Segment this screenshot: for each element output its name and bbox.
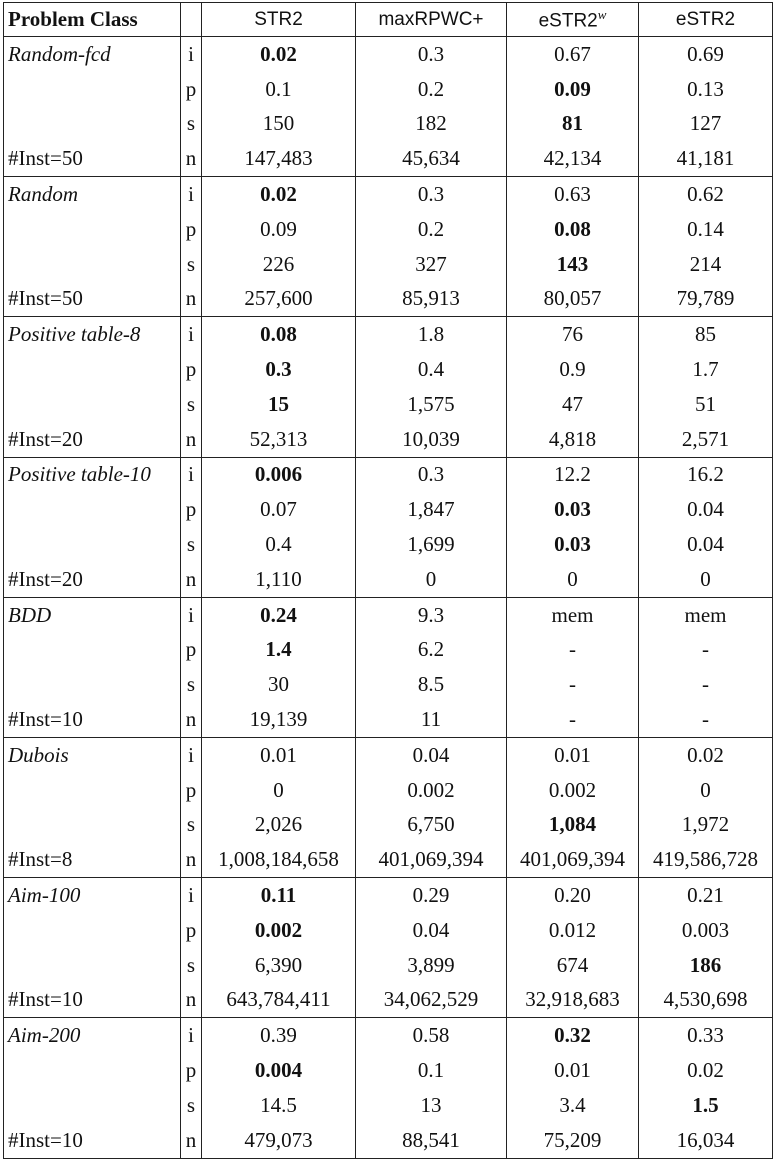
value-cell: 80,057 bbox=[507, 282, 639, 317]
value-cell: 0.4 bbox=[356, 352, 507, 387]
problem-class-name: Aim-200 bbox=[4, 1018, 181, 1053]
empty-cell bbox=[4, 633, 181, 668]
instance-count: #Inst=50 bbox=[4, 141, 181, 176]
value-cell: 0.14 bbox=[639, 212, 773, 247]
instance-count: #Inst=50 bbox=[4, 282, 181, 317]
value-cell: 0.67 bbox=[507, 37, 639, 72]
table-row bbox=[4, 422, 773, 457]
value-cell: 0.39 bbox=[202, 1018, 356, 1053]
value-cell: 0.04 bbox=[639, 492, 773, 527]
value-cell: 0.004 bbox=[202, 1053, 356, 1088]
metric-label: p bbox=[181, 492, 202, 527]
value-cell: 0.24 bbox=[202, 597, 356, 632]
value-cell: 4,818 bbox=[507, 422, 639, 457]
value-cell: 0.11 bbox=[202, 878, 356, 913]
value-cell: 0.03 bbox=[507, 492, 639, 527]
value-cell: 11 bbox=[356, 702, 507, 737]
value-cell: 150 bbox=[202, 107, 356, 142]
value-cell: 1,972 bbox=[639, 808, 773, 843]
metric-label: s bbox=[181, 808, 202, 843]
metric-label: s bbox=[181, 527, 202, 562]
value-cell: 0.29 bbox=[356, 878, 507, 913]
problem-class-name: BDD bbox=[4, 597, 181, 632]
value-cell: 0.1 bbox=[202, 72, 356, 107]
empty-cell bbox=[4, 913, 181, 948]
header-problem-class: Problem Class bbox=[4, 3, 181, 37]
table-row bbox=[4, 37, 773, 72]
metric-label: p bbox=[181, 913, 202, 948]
value-cell: 2,026 bbox=[202, 808, 356, 843]
value-cell: 0.04 bbox=[356, 737, 507, 772]
value-cell: 85,913 bbox=[356, 282, 507, 317]
value-cell: 1,084 bbox=[507, 808, 639, 843]
value-cell: 0.1 bbox=[356, 1053, 507, 1088]
value-cell: 75,209 bbox=[507, 1123, 639, 1158]
table-row bbox=[4, 387, 773, 422]
value-cell: 0.01 bbox=[507, 737, 639, 772]
value-cell: 0 bbox=[507, 562, 639, 597]
table-row bbox=[4, 527, 773, 562]
problem-class-name: Random bbox=[4, 177, 181, 212]
value-cell: 41,181 bbox=[639, 141, 773, 176]
value-cell: 0.3 bbox=[356, 37, 507, 72]
header-maxrpwc: maxRPWC+ bbox=[356, 3, 507, 37]
instance-count: #Inst=20 bbox=[4, 562, 181, 597]
table-row bbox=[4, 352, 773, 387]
metric-label: s bbox=[181, 667, 202, 702]
value-cell: 0.2 bbox=[356, 212, 507, 247]
table-body bbox=[4, 37, 773, 1159]
table-row bbox=[4, 457, 773, 492]
value-cell: 32,918,683 bbox=[507, 983, 639, 1018]
value-cell: - bbox=[639, 702, 773, 737]
metric-label: i bbox=[181, 737, 202, 772]
value-cell: 4,530,698 bbox=[639, 983, 773, 1018]
empty-cell bbox=[4, 212, 181, 247]
metric-label: p bbox=[181, 633, 202, 668]
value-cell: 1,699 bbox=[356, 527, 507, 562]
value-cell: 0 bbox=[639, 773, 773, 808]
table-row bbox=[4, 72, 773, 107]
value-cell: 257,600 bbox=[202, 282, 356, 317]
table-row bbox=[4, 317, 773, 352]
value-cell: 8.5 bbox=[356, 667, 507, 702]
value-cell: 0.3 bbox=[356, 457, 507, 492]
table-row bbox=[4, 878, 773, 913]
value-cell: 6,390 bbox=[202, 948, 356, 983]
value-cell: 0.01 bbox=[202, 737, 356, 772]
problem-class-name: Aim-100 bbox=[4, 878, 181, 913]
header-estr2w bbox=[507, 3, 639, 37]
value-cell: 0.20 bbox=[507, 878, 639, 913]
value-cell: 186 bbox=[639, 948, 773, 983]
value-cell: mem bbox=[507, 597, 639, 632]
value-cell: 0.02 bbox=[202, 37, 356, 72]
table-row bbox=[4, 737, 773, 772]
empty-cell bbox=[4, 352, 181, 387]
metric-label: s bbox=[181, 247, 202, 282]
value-cell: 0.04 bbox=[639, 527, 773, 562]
metric-label: n bbox=[181, 422, 202, 457]
header-estr2w-label: eSTR2 bbox=[538, 10, 598, 32]
table-row bbox=[4, 1088, 773, 1123]
header-row bbox=[4, 3, 773, 37]
empty-cell bbox=[4, 527, 181, 562]
value-cell: 0.69 bbox=[639, 37, 773, 72]
value-cell: 9.3 bbox=[356, 597, 507, 632]
value-cell: 419,586,728 bbox=[639, 842, 773, 877]
table-row bbox=[4, 1018, 773, 1053]
metric-label: i bbox=[181, 597, 202, 632]
problem-class-name: Positive table-8 bbox=[4, 317, 181, 352]
metric-label: s bbox=[181, 948, 202, 983]
value-cell: 47 bbox=[507, 387, 639, 422]
table-row bbox=[4, 773, 773, 808]
value-cell: 0.02 bbox=[639, 1053, 773, 1088]
instance-count: #Inst=8 bbox=[4, 842, 181, 877]
empty-cell bbox=[4, 667, 181, 702]
value-cell: 76 bbox=[507, 317, 639, 352]
value-cell: 0.04 bbox=[356, 913, 507, 948]
value-cell: 85 bbox=[639, 317, 773, 352]
value-cell: 1.4 bbox=[202, 633, 356, 668]
value-cell: 143 bbox=[507, 247, 639, 282]
value-cell: 13 bbox=[356, 1088, 507, 1123]
table-row bbox=[4, 1123, 773, 1158]
value-cell: 45,634 bbox=[356, 141, 507, 176]
value-cell: 0 bbox=[639, 562, 773, 597]
metric-label: s bbox=[181, 1088, 202, 1123]
instance-count: #Inst=10 bbox=[4, 983, 181, 1018]
value-cell: 1,110 bbox=[202, 562, 356, 597]
value-cell: 52,313 bbox=[202, 422, 356, 457]
table-row bbox=[4, 492, 773, 527]
value-cell: 2,571 bbox=[639, 422, 773, 457]
value-cell: 1,575 bbox=[356, 387, 507, 422]
value-cell: 0.9 bbox=[507, 352, 639, 387]
table-row bbox=[4, 141, 773, 176]
empty-cell bbox=[4, 773, 181, 808]
value-cell: - bbox=[507, 667, 639, 702]
empty-cell bbox=[4, 247, 181, 282]
value-cell: 16.2 bbox=[639, 457, 773, 492]
value-cell: 14.5 bbox=[202, 1088, 356, 1123]
value-cell: 10,039 bbox=[356, 422, 507, 457]
metric-label: p bbox=[181, 212, 202, 247]
instance-count: #Inst=10 bbox=[4, 702, 181, 737]
value-cell: 0.002 bbox=[356, 773, 507, 808]
metric-label: n bbox=[181, 702, 202, 737]
value-cell: 0.62 bbox=[639, 177, 773, 212]
metric-label: p bbox=[181, 72, 202, 107]
value-cell: 6.2 bbox=[356, 633, 507, 668]
metric-label: i bbox=[181, 317, 202, 352]
metric-label: i bbox=[181, 457, 202, 492]
value-cell: 0 bbox=[202, 773, 356, 808]
metric-label: n bbox=[181, 562, 202, 597]
value-cell: 0.63 bbox=[507, 177, 639, 212]
value-cell: 42,134 bbox=[507, 141, 639, 176]
value-cell: 0.2 bbox=[356, 72, 507, 107]
table-row bbox=[4, 948, 773, 983]
metric-label: n bbox=[181, 983, 202, 1018]
value-cell: 401,069,394 bbox=[356, 842, 507, 877]
value-cell: 0.02 bbox=[202, 177, 356, 212]
metric-label: p bbox=[181, 1053, 202, 1088]
results-table bbox=[3, 2, 773, 1159]
table-row bbox=[4, 212, 773, 247]
value-cell: 19,139 bbox=[202, 702, 356, 737]
problem-class-name: Positive table-10 bbox=[4, 457, 181, 492]
instance-count: #Inst=10 bbox=[4, 1123, 181, 1158]
table-row bbox=[4, 282, 773, 317]
value-cell: 34,062,529 bbox=[356, 983, 507, 1018]
metric-label: n bbox=[181, 282, 202, 317]
value-cell: mem bbox=[639, 597, 773, 632]
value-cell: - bbox=[639, 633, 773, 668]
value-cell: 0.58 bbox=[356, 1018, 507, 1053]
value-cell: 0.09 bbox=[202, 212, 356, 247]
value-cell: 0.09 bbox=[507, 72, 639, 107]
value-cell: 0.01 bbox=[507, 1053, 639, 1088]
metric-label: n bbox=[181, 141, 202, 176]
metric-label: n bbox=[181, 1123, 202, 1158]
value-cell: 15 bbox=[202, 387, 356, 422]
value-cell: 0.32 bbox=[507, 1018, 639, 1053]
table-row bbox=[4, 667, 773, 702]
value-cell: 51 bbox=[639, 387, 773, 422]
metric-label: i bbox=[181, 878, 202, 913]
value-cell: 401,069,394 bbox=[507, 842, 639, 877]
table-row bbox=[4, 247, 773, 282]
value-cell: 0.21 bbox=[639, 878, 773, 913]
value-cell: - bbox=[507, 633, 639, 668]
table-row bbox=[4, 562, 773, 597]
value-cell: 214 bbox=[639, 247, 773, 282]
value-cell: 0.08 bbox=[507, 212, 639, 247]
empty-cell bbox=[4, 808, 181, 843]
value-cell: 81 bbox=[507, 107, 639, 142]
metric-label: p bbox=[181, 773, 202, 808]
table-row bbox=[4, 177, 773, 212]
value-cell: 0.3 bbox=[202, 352, 356, 387]
table-row bbox=[4, 1053, 773, 1088]
metric-label: i bbox=[181, 37, 202, 72]
value-cell: 0.006 bbox=[202, 457, 356, 492]
value-cell: 0.08 bbox=[202, 317, 356, 352]
value-cell: - bbox=[507, 702, 639, 737]
problem-class-name: Random-fcd bbox=[4, 37, 181, 72]
table-row bbox=[4, 702, 773, 737]
value-cell: 1.7 bbox=[639, 352, 773, 387]
value-cell: 0.02 bbox=[639, 737, 773, 772]
table-row bbox=[4, 842, 773, 877]
empty-cell bbox=[4, 72, 181, 107]
value-cell: - bbox=[639, 667, 773, 702]
value-cell: 0.002 bbox=[202, 913, 356, 948]
header-str2: STR2 bbox=[202, 3, 356, 37]
value-cell: 0.012 bbox=[507, 913, 639, 948]
table-row bbox=[4, 107, 773, 142]
value-cell: 643,784,411 bbox=[202, 983, 356, 1018]
value-cell: 327 bbox=[356, 247, 507, 282]
value-cell: 1.5 bbox=[639, 1088, 773, 1123]
value-cell: 0.4 bbox=[202, 527, 356, 562]
value-cell: 88,541 bbox=[356, 1123, 507, 1158]
table-row bbox=[4, 983, 773, 1018]
value-cell: 3,899 bbox=[356, 948, 507, 983]
table-row bbox=[4, 808, 773, 843]
value-cell: 182 bbox=[356, 107, 507, 142]
value-cell: 6,750 bbox=[356, 808, 507, 843]
empty-cell bbox=[4, 1088, 181, 1123]
value-cell: 0.002 bbox=[507, 773, 639, 808]
value-cell: 12.2 bbox=[507, 457, 639, 492]
value-cell: 30 bbox=[202, 667, 356, 702]
metric-label: p bbox=[181, 352, 202, 387]
table-row bbox=[4, 633, 773, 668]
metric-label: i bbox=[181, 1018, 202, 1053]
value-cell: 1,847 bbox=[356, 492, 507, 527]
value-cell: 0.07 bbox=[202, 492, 356, 527]
empty-cell bbox=[4, 492, 181, 527]
metric-label: i bbox=[181, 177, 202, 212]
value-cell: 674 bbox=[507, 948, 639, 983]
value-cell: 226 bbox=[202, 247, 356, 282]
metric-label: s bbox=[181, 387, 202, 422]
value-cell: 0.3 bbox=[356, 177, 507, 212]
empty-cell bbox=[4, 387, 181, 422]
empty-cell bbox=[4, 1053, 181, 1088]
header-metric bbox=[181, 3, 202, 37]
value-cell: 79,789 bbox=[639, 282, 773, 317]
value-cell: 1.8 bbox=[356, 317, 507, 352]
table-row bbox=[4, 913, 773, 948]
value-cell: 0.33 bbox=[639, 1018, 773, 1053]
value-cell: 0.13 bbox=[639, 72, 773, 107]
empty-cell bbox=[4, 107, 181, 142]
empty-cell bbox=[4, 948, 181, 983]
value-cell: 0.003 bbox=[639, 913, 773, 948]
value-cell: 3.4 bbox=[507, 1088, 639, 1123]
value-cell: 0.03 bbox=[507, 527, 639, 562]
metric-label: n bbox=[181, 842, 202, 877]
value-cell: 0 bbox=[356, 562, 507, 597]
header-estr2: eSTR2 bbox=[639, 3, 773, 37]
table-row bbox=[4, 597, 773, 632]
metric-label: s bbox=[181, 107, 202, 142]
value-cell: 127 bbox=[639, 107, 773, 142]
value-cell: 479,073 bbox=[202, 1123, 356, 1158]
value-cell: 1,008,184,658 bbox=[202, 842, 356, 877]
value-cell: 147,483 bbox=[202, 141, 356, 176]
value-cell: 16,034 bbox=[639, 1123, 773, 1158]
header-estr2w-superscript: w bbox=[597, 6, 607, 22]
instance-count: #Inst=20 bbox=[4, 422, 181, 457]
problem-class-name: Dubois bbox=[4, 737, 181, 772]
